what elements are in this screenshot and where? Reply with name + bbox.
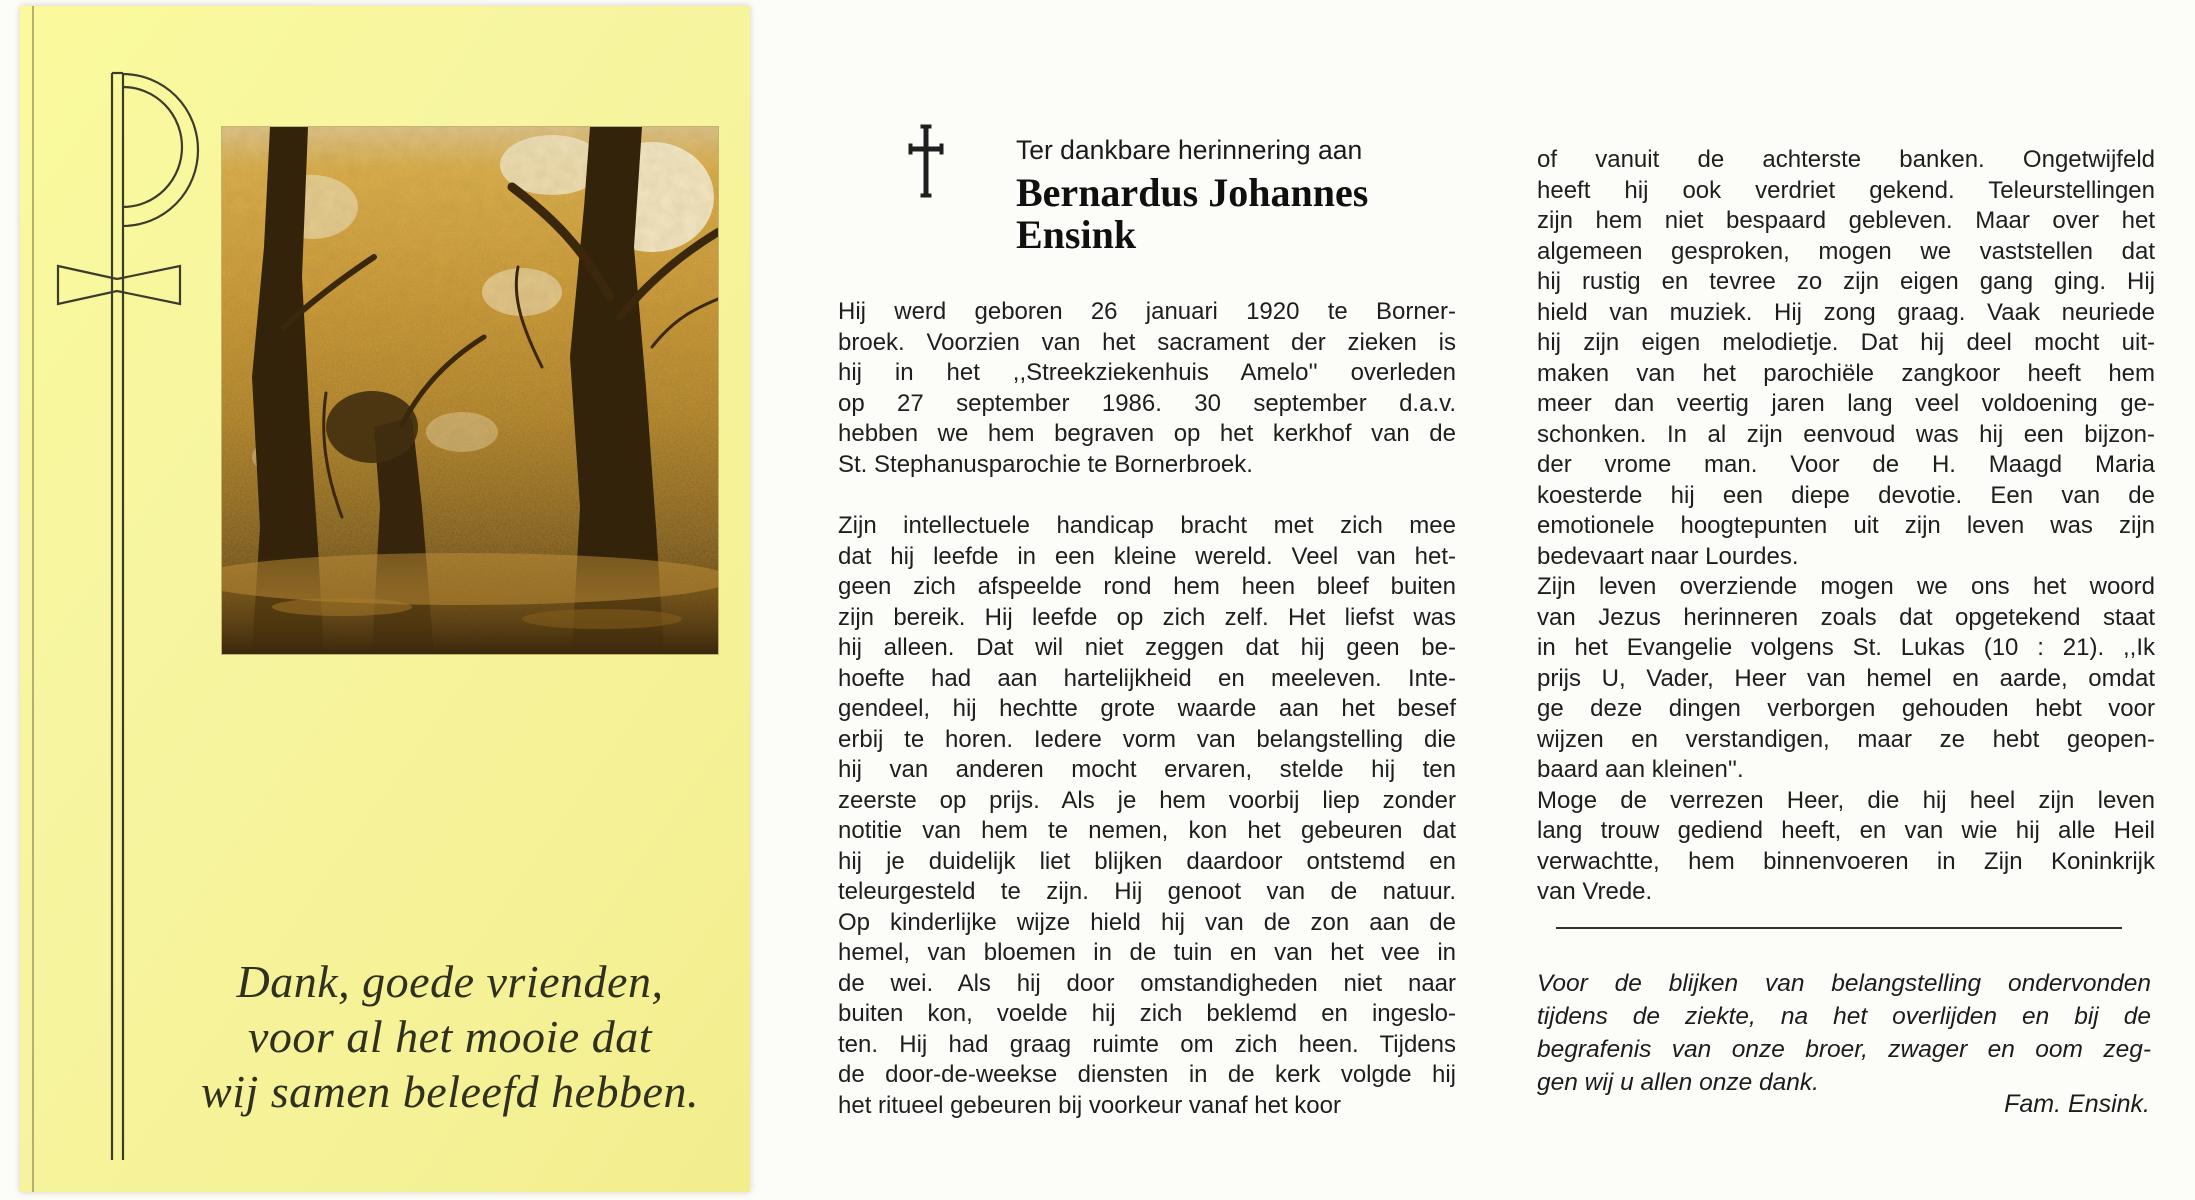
text-line: zijn hem niet bespaard gebleven. Maar over het: [1537, 207, 2155, 234]
text-line: Op kinderlijke wijze hield hij van de zon aan de: [838, 908, 1456, 936]
deceased-name-line2: Ensink: [1016, 212, 1137, 257]
text-line: St. Stephanusparochie te Bornerbroek.: [838, 450, 1253, 478]
memorial-header: [1016, 134, 1368, 256]
text-line: begrafenis van onze broer, zwager en oom zeg-: [1537, 1036, 2151, 1063]
text-line: hield van muziek. Hij zong graag. Vaak neuriede: [1537, 298, 2155, 326]
text-line: in het Evangelie volgens St. Lukas (10 : 21). ,,Ik: [1537, 634, 2155, 661]
text-line: teleurgesteld te zijn. Hij genoot van de natuur.: [838, 878, 1456, 905]
text-line: hij rustig en tevree zo zijn eigen gang ging. Hij: [1537, 268, 2155, 295]
text-line: meer dan veertig jaren lang veel voldoening ge-: [1537, 390, 2155, 417]
text-line: hij je duidelijk liet blijken daardoor ontstemd en: [838, 847, 1456, 875]
text-line: gendeel, hij hechtte grote waarde aan het besef: [838, 695, 1456, 722]
text-line: dat hij leefde in een kleine wereld. Veel van het-: [838, 542, 1456, 570]
deceased-name: [1016, 172, 1368, 256]
obituary-column-1: [838, 297, 1456, 1121]
text-line: baard aan kleinen''.: [1537, 756, 1744, 783]
text-line: hemel, van bloemen in de tuin en van het vee in: [838, 939, 1456, 966]
text-line: op 27 september 1986. 30 september d.a.v.: [838, 389, 1456, 417]
text-line: de wei. Als hij door omstandigheden niet naar: [838, 969, 1456, 997]
text-line: Zijn leven overziende mogen we ons het woord: [1537, 573, 2155, 600]
text-line: hij zijn eigen melodietje. Dat hij deel mocht uit-: [1537, 329, 2155, 356]
text-line: hoefte had aan hartelijkheid en meeleven. Inte-: [838, 664, 1456, 692]
text-line: algemeen gesproken, mogen we vaststellen dat: [1537, 237, 2155, 265]
text-line: voor al het mooie dat: [248, 1011, 652, 1062]
obituary-column-2: [1537, 145, 2155, 908]
text-line: bedevaart naar Lourdes.: [1537, 542, 1799, 570]
text-line: ten. Hij had graag ruimte om zich heen. Tijdens: [838, 1030, 1456, 1058]
left-card: [20, 6, 750, 1192]
text-line: tijdens de ziekte, na het overlijden en bij de: [1537, 1003, 2151, 1030]
text-line: Dank, goede vrienden,: [236, 956, 664, 1007]
cross-icon: [908, 124, 944, 198]
text-line: wij samen beleefd hebben.: [201, 1066, 699, 1117]
text-line: broek. Voorzien van het sacrament der zieken is: [838, 328, 1456, 356]
signature: Fam. Ensink.: [2004, 1090, 2150, 1118]
text-line: maken van het parochiële zangkoor heeft hem: [1537, 359, 2155, 387]
text-line: geen zich afspeelde rond hem heen bleef buiten: [838, 573, 1456, 600]
text-line: emotionele hoogtepunten uit zijn leven was zijn: [1537, 512, 2155, 539]
text-line: koesterde hij een diepe devotie. Een van de: [1537, 481, 2155, 509]
text-line: of vanuit de achterste banken. Ongetwijfeld: [1537, 146, 2155, 173]
card-quote: [150, 954, 750, 1119]
text-line: verwachtte, hem binnenvoeren in Zijn Koninkrijk: [1537, 847, 2155, 875]
text-line: Hij werd geboren 26 januari 1920 te Borner-: [838, 298, 1456, 325]
text-line: van Vrede.: [1537, 878, 1653, 905]
intro-line: Ter dankbare herinnering aan: [1016, 135, 1363, 165]
text-line: zijn bereik. Hij leefde op zich zelf. Het liefst was: [838, 603, 1456, 631]
paragraph: [1537, 145, 2155, 572]
text-line: het ritueel gebeuren bij voorkeur vanaf het koor: [838, 1091, 1341, 1119]
text-line: Moge de verrezen Heer, die hij heel zijn leven: [1537, 786, 2155, 814]
divider-rule: [1556, 927, 2122, 929]
text-line: hebben we hem begraven op het kerkhof van de: [838, 420, 1456, 447]
text-line: der vrome man. Voor de H. Maagd Maria: [1537, 451, 2155, 478]
text-line: hij alleen. Dat wil niet zeggen dat hij geen be-: [838, 634, 1456, 661]
paragraph: [838, 511, 1456, 1121]
text-line: van Jezus herinneren zoals dat opgetekend staat: [1537, 603, 2155, 631]
text-line: zeerste op prijs. Als je hem voorbij liep zonder: [838, 786, 1456, 814]
text-line: heeft hij ook verdriet gekend. Teleurstellingen: [1537, 176, 2155, 204]
deceased-name-line1: Bernardus Johannes: [1016, 170, 1369, 215]
text-line: wijzen en verstandigen, maar ze hebt geopen-: [1537, 725, 2155, 753]
text-line: Zijn intellectuele handicap bracht met zich mee: [838, 512, 1456, 539]
autumn-trees-photo: [222, 127, 718, 654]
text-line: ge deze dingen verborgen gehouden hebt voor: [1537, 695, 2155, 722]
text-line: erbij te horen. Iedere vorm van belangstelling die: [838, 725, 1456, 753]
paragraph: [1537, 786, 2155, 908]
text-line: schonken. In al zijn eenvoud was hij een bijzon-: [1537, 420, 2155, 448]
text-line: notitie van hem te nemen, kon het gebeuren dat: [838, 817, 1456, 844]
text-line: hij in het ,,Streekziekenhuis Amelo'' overleden: [838, 359, 1456, 386]
text-line: gen wij u allen onze dank.: [1537, 1069, 1819, 1096]
text-line: lang trouw gediend heeft, en van wie hij alle Heil: [1537, 817, 2155, 844]
text-line: Voor de blijken van belangstelling ondervonden: [1537, 970, 2151, 997]
text-line: buiten kon, voelde hij zich beklemd en ingeslo-: [838, 1000, 1456, 1027]
text-line: hij van anderen mocht ervaren, stelde hij ten: [838, 756, 1456, 783]
paragraph: [838, 297, 1456, 480]
text-line: prijs U, Vader, Heer van hemel en aarde, omdat: [1537, 664, 2155, 692]
acknowledgement: [1537, 967, 2151, 1099]
paragraph: [1537, 572, 2155, 786]
text-line: de door-de-weekse diensten in de kerk volgde hij: [838, 1061, 1456, 1088]
